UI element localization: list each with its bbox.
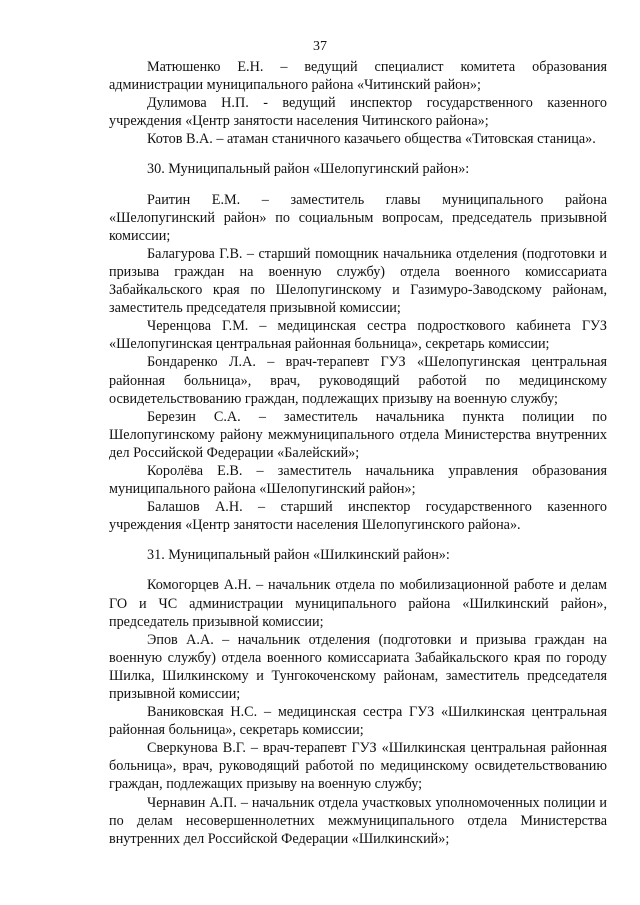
- commission-member-entry: Комогорцев А.Н. – начальник отдела по мобилизационной работе и делам ГО и ЧС администрации муниципального района «Шилкинский район», председатель призывной комиссии;: [109, 577, 607, 630]
- commission-member-entry: Раитин Е.М. – заместитель главы муниципального района «Шелопугинский район» по социальным вопросам, председатель призывной комиссии;: [109, 191, 607, 244]
- commission-member-entry: Дулимова Н.П. - ведущий инспектор государственного казенного учреждения «Центр занятости населения Читинского района»;: [109, 95, 607, 130]
- commission-member-entry: Балашов А.Н. – старший инспектор государственного казенного учреждения «Центр занятости населения Шелопугинского района».: [109, 499, 607, 534]
- district-heading: 31. Муниципальный район «Шилкинский район»:: [147, 547, 450, 564]
- commission-member-entry: Бондаренко Л.А. – врач-терапевт ГУЗ «Шелопугинская центральная районная больница», врач, руководящий работой по медицинскому освидетельствованию граждан, подлежащих призыву на военную службу;: [109, 354, 607, 407]
- page-number: 37: [313, 39, 327, 54]
- document-body: [109, 58, 607, 848]
- commission-member-entry: Матюшенко Е.Н. – ведущий специалист комитета образования администрации муниципального района «Читинский район»;: [109, 59, 607, 94]
- commission-member-entry: Ваниковская Н.С. – медицинская сестра ГУЗ «Шилкинская центральная районная больница», секретарь комиссии;: [109, 704, 607, 739]
- commission-member-entry: Березин С.А. – заместитель начальника пункта полиции по Шелопугинскому району межмуниципального отдела Министерства внутренних дел Российской Федерации «Балейский»;: [109, 408, 607, 461]
- commission-member-entry: Чернавин А.П. – начальник отдела участковых уполномоченных полиции и по делам несовершеннолетних межмуниципального отдела Министерства внутренних дел Российской Федерации «Шилкинский»;: [109, 794, 607, 847]
- commission-member-entry: Котов В.А. – атаман станичного казачьего общества «Титовская станица».: [147, 131, 596, 148]
- commission-member-entry: Эпов А.А. – начальник отделения (подготовки и призыва граждан на военную службу) отдела военного комиссариата Забайкальского края по городу Шилка, Шилкинскому и Тунгокоченскому районам, заместитель председателя призывной комиссии;: [109, 631, 607, 702]
- commission-member-entry: Черенцова Г.М. – медицинская сестра подросткового кабинета ГУЗ «Шелопугинская центральная районная больница», секретарь комиссии;: [109, 318, 607, 353]
- commission-member-entry: Королёва Е.В. – заместитель начальника управления образования муниципального района «Шелопугинский район»;: [109, 462, 607, 498]
- district-heading: 30. Муниципальный район «Шелопугинский район»:: [147, 161, 470, 178]
- commission-member-entry: Балагурова Г.В. – старший помощник начальника отделения (подготовки и призыва граждан на военную службу) отдела военного комиссариата Забайкальского края по Шелопугинскому и Газимуро-Заводскому районам, заместитель председателя призывной комиссии;: [109, 245, 607, 317]
- commission-member-entry: Сверкунова В.Г. – врач-терапевт ГУЗ «Шилкинская центральная районная больница», врач, руководящий работой по медицинскому освидетельствованию граждан, подлежащих призыву на военную службу;: [109, 740, 607, 793]
